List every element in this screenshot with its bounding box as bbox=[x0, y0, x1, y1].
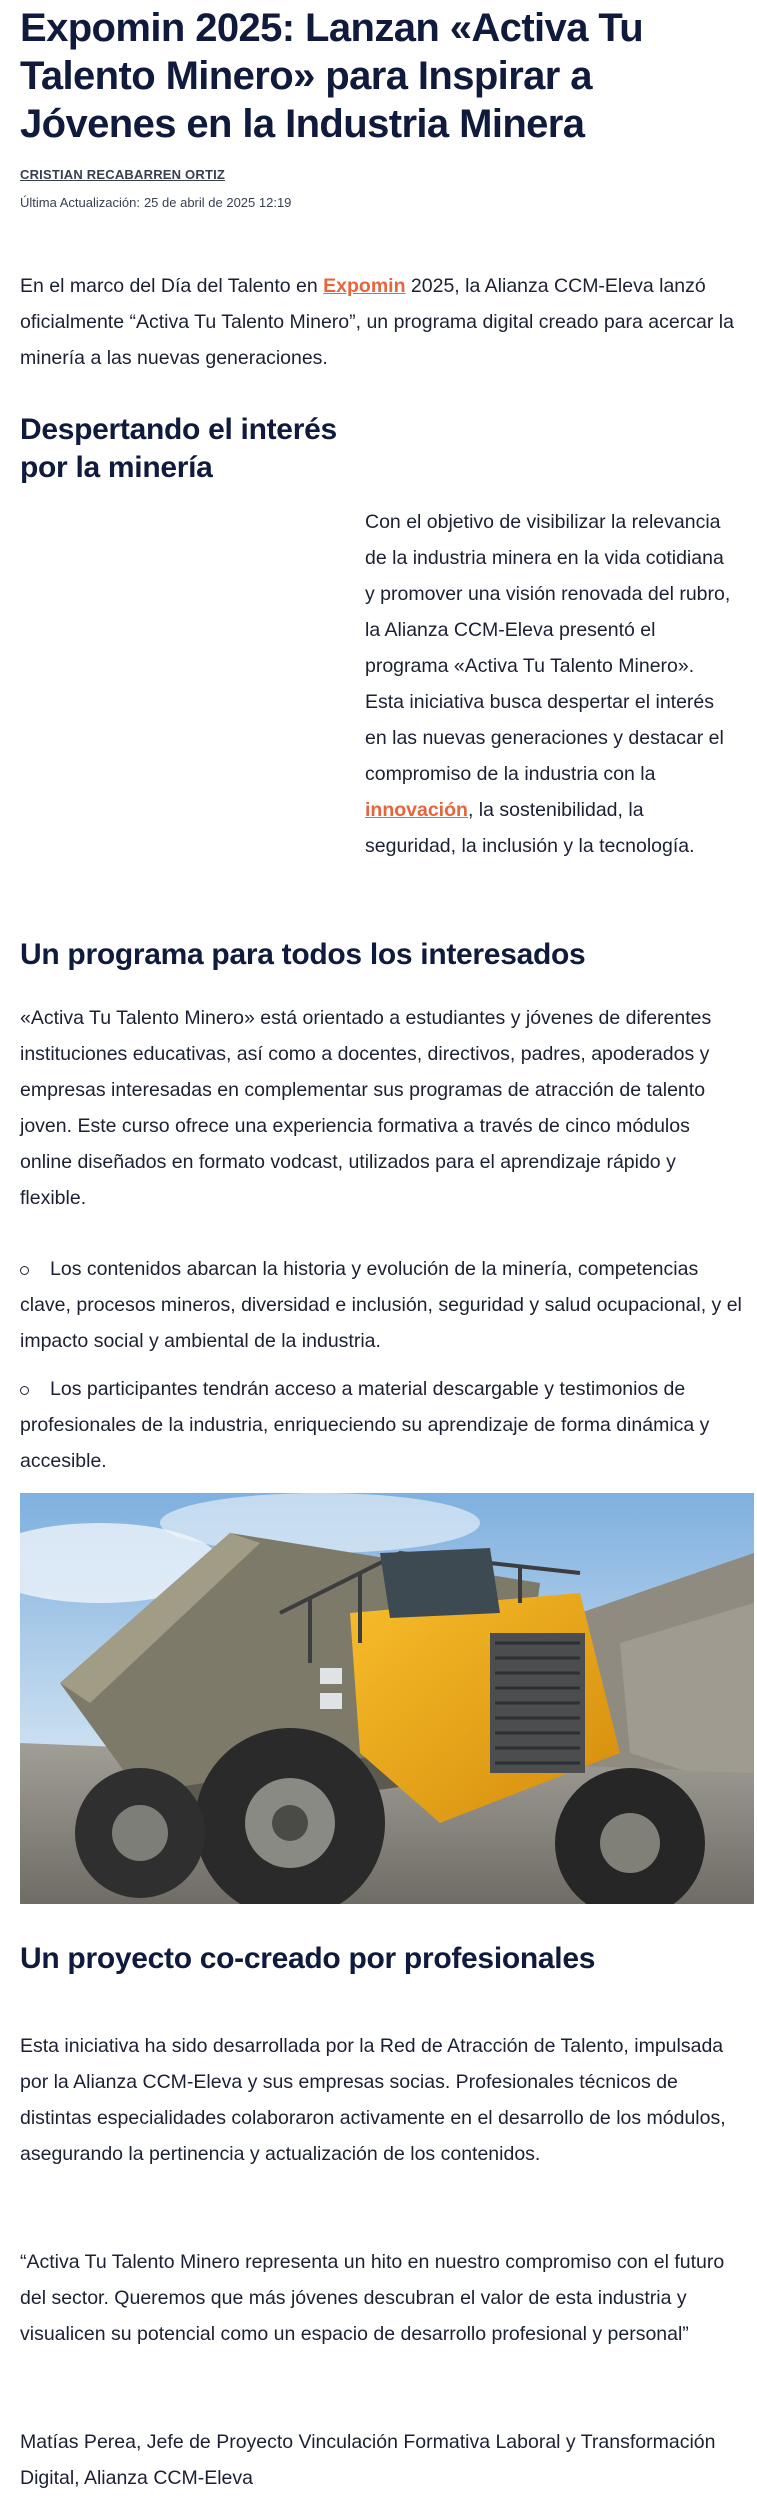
quote-paragraph: “Activa Tu Talento Minero representa un hito en nuestro compromiso con el futuro del sector. Queremos que más jóvenes descubran el valor de esta industria y visualicen su potencial como un espacio de desarrollo profesional y personal” bbox=[20, 2251, 725, 2345]
expomin-link[interactable]: Expomin bbox=[323, 275, 406, 297]
innovacion-link[interactable]: innovación bbox=[365, 799, 468, 821]
bullet-list bbox=[20, 1251, 742, 1491]
section3-heading: Un proyecto co-creado por profesionales bbox=[20, 1942, 596, 1975]
intro-text-1: En el marco del Día del Talento en bbox=[20, 275, 324, 297]
last-updated-date: 25 de abril de 2025 12:19 bbox=[143, 195, 292, 210]
mining-truck-photo bbox=[20, 1493, 754, 1904]
section2-heading: Un programa para todos los interesados bbox=[20, 938, 586, 971]
quote-attribution: Matías Perea, Jefe de Proyecto Vinculación Formativa Laboral y Transformación Digital, Alianza CCM-Eleva bbox=[20, 2431, 716, 2489]
section1-text-1: Con el objetivo de visibilizar la relevancia de la industria minera en la vida cotidiana y promover una visión renovada del rubro, la Alianza CCM-Eleva presentó el programa «Activa Tu Talento Minero». Esta iniciativa busca despertar el interés en las nuevas generaciones y destacar el compromiso de la industria con la bbox=[365, 511, 731, 785]
circle-bullet-icon bbox=[20, 1386, 29, 1395]
section1-text-2: , la sostenibilidad, la seguridad, la inclusión y la tecnología. bbox=[365, 799, 695, 857]
author-link[interactable]: CRISTIAN RECABARREN ORTIZ bbox=[20, 167, 226, 182]
list-item bbox=[20, 1371, 742, 1479]
section1-heading: Despertando el interés por la minería bbox=[20, 413, 337, 484]
circle-bullet-icon bbox=[20, 1266, 29, 1275]
list-item-text: Los participantes tendrán acceso a material descargable y testimonios de profesionales de la industria, enriqueciendo su aprendizaje de forma dinámica y accesible. bbox=[20, 1378, 710, 1472]
last-updated bbox=[20, 195, 291, 210]
list-item-text: Los contenidos abarcan la historia y evolución de la minería, competencias clave, procesos mineros, diversidad e inclusión, seguridad y salud ocupacional, y el impacto social y ambiental de la industria. bbox=[20, 1258, 742, 1352]
section2-paragraph: «Activa Tu Talento Minero» está orientado a estudiantes y jóvenes de diferentes instituciones educativas, así como a docentes, directivos, padres, apoderados y empresas interesadas en complementar sus programas de atracción de talento joven. Este curso ofrece una experiencia formativa a través de cinco módulos online diseñados en formato vodcast, utilizados para el aprendizaje rápido y flexible. bbox=[20, 1007, 712, 1209]
page-title: Expomin 2025: Lanzan «Activa Tu Talento Minero» para Inspirar a Jóvenes en la Industria Minera bbox=[20, 6, 644, 146]
intro-text-2: 2025, la Alianza CCM-Eleva lanzó oficialmente “Activa Tu Talento Minero”, un programa digital creado para acercar la minería a las nuevas generaciones. bbox=[20, 275, 734, 369]
intro-paragraph bbox=[20, 268, 738, 376]
section1-paragraph bbox=[20, 504, 738, 864]
section3-paragraph: Esta iniciativa ha sido desarrollada por la Red de Atracción de Talento, impulsada por la Alianza CCM-Eleva y sus empresas socias. Profesionales técnicos de distintas especialidades colaboraron activamente en el desarrollo de los módulos, asegurando la pertinencia y actualización de los contenidos. bbox=[20, 2035, 726, 2165]
ad-placeholder bbox=[20, 504, 365, 844]
list-item bbox=[20, 1251, 742, 1359]
last-updated-label: Última Actualización: bbox=[20, 195, 140, 210]
